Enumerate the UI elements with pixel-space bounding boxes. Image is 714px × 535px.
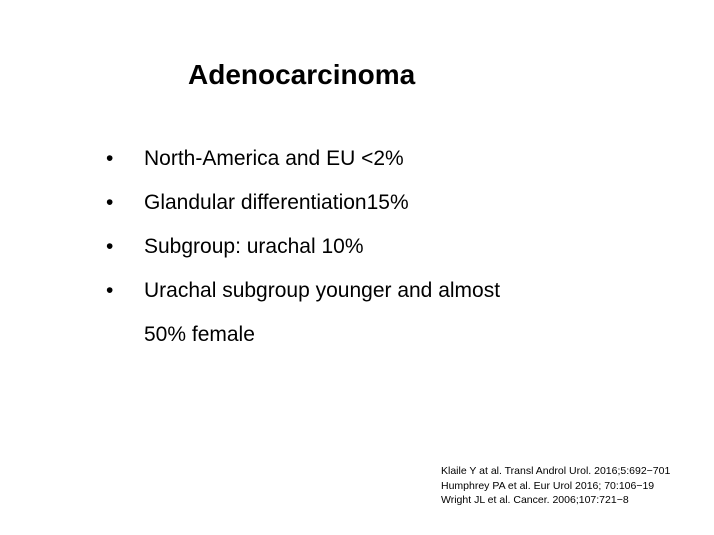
bullet-text: Subgroup: urachal 10% bbox=[144, 235, 364, 258]
bullet-text: North-America and EU <2% bbox=[144, 147, 404, 170]
bullet-continuation: 50% female bbox=[144, 323, 255, 346]
bullet-item bbox=[106, 233, 666, 261]
bullet-glyph: • bbox=[106, 191, 114, 214]
reference-line: Humphrey PA et al. Eur Urol 2016; 70:106−19 bbox=[441, 479, 655, 492]
bullet-item bbox=[106, 277, 666, 349]
reference-line: Klaile Y at al. Transl Androl Urol. 2016;5:692−701 bbox=[441, 465, 671, 477]
bullet-item bbox=[106, 145, 666, 173]
bullet-glyph: • bbox=[106, 235, 114, 258]
reference-line: Wright JL et al. Cancer. 2006;107:721−8 bbox=[441, 494, 629, 506]
bullet-glyph: • bbox=[106, 147, 114, 170]
slide-title: Adenocarcinoma bbox=[188, 59, 416, 90]
bullet-text: Urachal subgroup younger and almost bbox=[144, 279, 501, 302]
references bbox=[441, 464, 670, 508]
bullet-text: Glandular differentiation15% bbox=[144, 191, 409, 214]
bullet-item bbox=[106, 189, 666, 217]
bullet-glyph: • bbox=[106, 279, 114, 302]
bullet-list bbox=[106, 145, 666, 365]
